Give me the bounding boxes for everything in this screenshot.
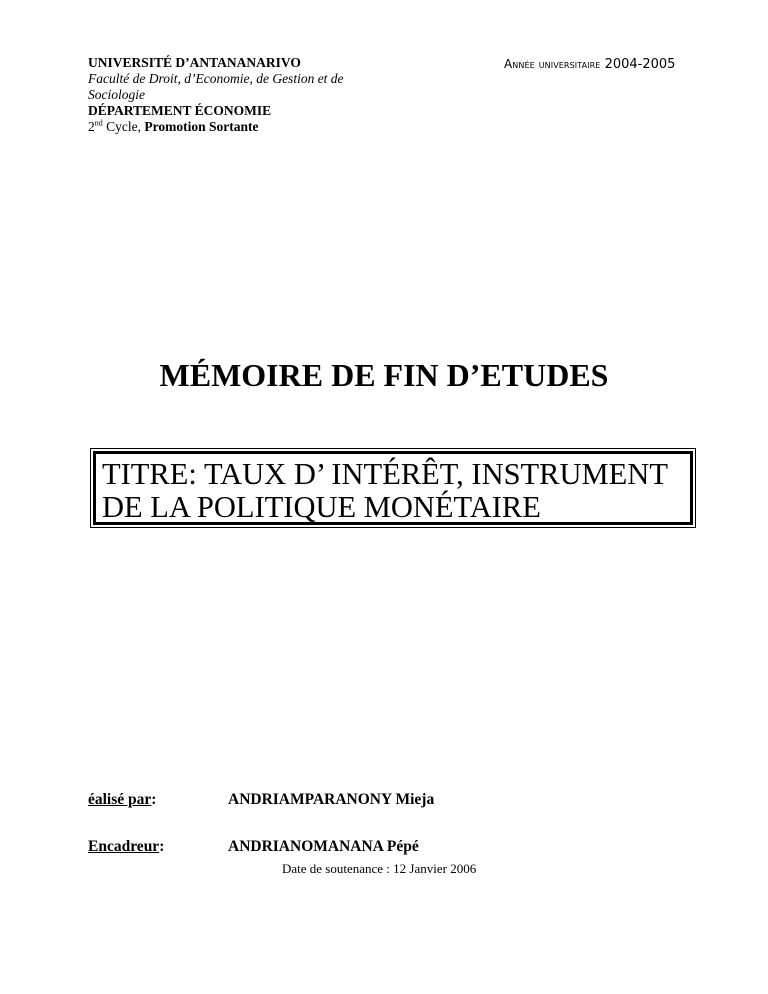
cycle-number: 2 [88, 119, 95, 134]
thesis-title-frame [93, 451, 693, 525]
academic-year-label: Année universitaire [504, 57, 601, 71]
institution-block [88, 55, 388, 135]
defense-date: Date de soutenance : 12 Janvier 2006 [282, 861, 477, 876]
thesis-title-line-1: TITRE: TAUX D’ INTÉRÊT, INSTRUMENT [102, 457, 668, 491]
academic-year-value: 2004-2005 [604, 57, 676, 72]
cycle-line [88, 119, 388, 135]
author-label-text: éalisé par [88, 791, 152, 808]
academic-year [504, 56, 675, 73]
cycle-word: Cycle, [102, 119, 145, 134]
promotion-label: Promotion Sortante [144, 119, 259, 134]
department-name: DÉPARTEMENT ÉCONOMIE [88, 103, 272, 118]
supervisor-label [88, 837, 164, 857]
thesis-title-line-2: DE LA POLITIQUE MONÉTAIRE [102, 490, 541, 524]
page-title: MÉMOIRE DE FIN D’ETUDES [159, 357, 609, 393]
supervisor-label-colon: : [159, 838, 165, 855]
cycle-superscript: nd [94, 118, 103, 128]
thesis-title-box [90, 448, 696, 528]
author-name: ANDRIAMPARANONY Mieja [228, 791, 435, 808]
faculty-name: Faculté de Droit, d’Economie, de Gestion et de Sociologie [88, 71, 344, 102]
supervisor-name: ANDRIANOMANANA Pépé [228, 838, 419, 855]
university-name: UNIVERSITÉ D’ANTANANARIVO [88, 55, 301, 70]
supervisor-label-text: Encadreur [88, 838, 160, 855]
author-label [88, 790, 156, 810]
author-label-colon: : [151, 791, 157, 808]
